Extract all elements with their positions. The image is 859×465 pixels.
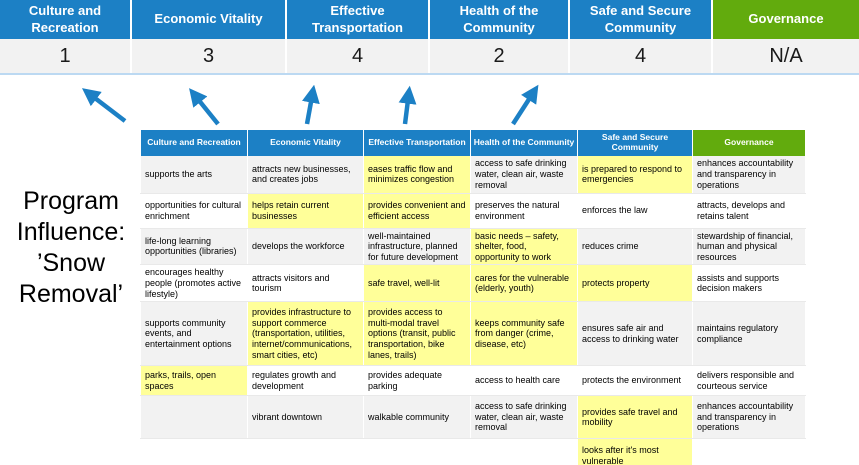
matrix-cell: enforces the law [578, 193, 693, 228]
score-row-underline [0, 73, 859, 75]
summary-column-safe-secure [570, 0, 711, 73]
matrix-header-health-community: Health of the Community [471, 130, 578, 156]
matrix-cell: protects property [578, 265, 693, 302]
arrows-overlay [60, 80, 720, 130]
summary-column-culture-recreation [0, 0, 130, 73]
matrix-header-economic-vitality: Economic Vitality [248, 130, 364, 156]
score-health-community: 2 [430, 39, 568, 73]
table-row [141, 302, 806, 366]
summary-column-effective-transportation [287, 0, 428, 73]
matrix-cell: provides safe travel and mobility [578, 396, 693, 439]
category-header-effective-transportation: Effective Transportation [287, 0, 428, 39]
table-row [141, 193, 806, 228]
matrix-cell: provides adequate parking [364, 366, 471, 396]
matrix-cell: maintains regulatory compliance [693, 302, 806, 366]
matrix-header-safe-secure: Safe and Secure Community [578, 130, 693, 156]
matrix-cell: access to safe drinking water, clean air, waste removal [471, 156, 578, 193]
table-row [141, 366, 806, 396]
summary-scoreboard [0, 0, 859, 73]
matrix-cell [471, 439, 578, 465]
matrix-cell: life-long learning opportunities (libraries) [141, 228, 248, 265]
score-economic-vitality: 3 [132, 39, 285, 73]
matrix-cell: vibrant downtown [248, 396, 364, 439]
category-header-health-community: Health of the Community [430, 0, 568, 39]
matrix-cell: walkable community [364, 396, 471, 439]
table-row [141, 228, 806, 265]
matrix-cell: attracts, develops and retains talent [693, 193, 806, 228]
matrix-cell: encourages healthy people (promotes active lifestyle) [141, 265, 248, 302]
matrix-header-row [141, 130, 806, 156]
score-culture-recreation: 1 [0, 39, 130, 73]
category-header-economic-vitality: Economic Vitality [132, 0, 285, 39]
program-label-line: Removal’ [18, 280, 124, 308]
matrix-cell: delivers responsible and courteous service [693, 366, 806, 396]
matrix-cell: attracts visitors and tourism [248, 265, 364, 302]
summary-column-governance [713, 0, 859, 73]
matrix-cell: supports community events, and entertainment options [141, 302, 248, 366]
matrix-cell: well-maintained infrastructure, planned for future development [364, 228, 471, 265]
program-label-line: Influence: [16, 218, 126, 246]
influence-matrix-table [140, 130, 806, 465]
program-label-line: ’Snow [36, 249, 106, 277]
matrix-cell: stewardship of financial, human and physical resources [693, 228, 806, 265]
up-arrow-icon [307, 91, 313, 124]
score-effective-transportation: 4 [287, 39, 428, 73]
table-row [141, 156, 806, 193]
matrix-cell: cares for the vulnerable (elderly, youth) [471, 265, 578, 302]
matrix-cell: looks after it's most vulnerable [578, 439, 693, 465]
matrix-cell: access to safe drinking water, clean air, waste removal [471, 396, 578, 439]
summary-column-health-community [430, 0, 568, 73]
table-row [141, 396, 806, 439]
matrix-cell: regulates growth and development [248, 366, 364, 396]
matrix-cell: preserves the natural environment [471, 193, 578, 228]
category-header-culture-recreation: Culture and Recreation [0, 0, 130, 39]
up-right-arrow-icon [513, 90, 535, 124]
matrix-cell: provides convenient and efficient access [364, 193, 471, 228]
matrix-header-culture-recreation: Culture and Recreation [141, 130, 248, 156]
matrix-cell [141, 439, 248, 465]
matrix-header-effective-transportation: Effective Transportation [364, 130, 471, 156]
category-header-governance: Governance [713, 0, 859, 39]
matrix-cell: eases traffic flow and minimizes congestion [364, 156, 471, 193]
matrix-cell [693, 439, 806, 465]
matrix-cell: enhances accountability and transparency in operations [693, 396, 806, 439]
matrix-cell: safe travel, well-lit [364, 265, 471, 302]
up-left-arrow-icon [87, 92, 125, 121]
program-influence-label [2, 186, 140, 310]
matrix-cell [141, 396, 248, 439]
matrix-cell [248, 439, 364, 465]
score-governance: N/A [713, 39, 859, 73]
matrix-cell: reduces crime [578, 228, 693, 265]
matrix-cell: attracts new businesses, and creates jobs [248, 156, 364, 193]
matrix-cell: protects the environment [578, 366, 693, 396]
matrix-cell: provides access to multi-modal travel options (transit, public transportation, bike lanes, trails) [364, 302, 471, 366]
matrix-cell: is prepared to respond to emergencies [578, 156, 693, 193]
matrix-cell: basic needs – safety, shelter, food, opportunity to work [471, 228, 578, 265]
up-arrow-icon [405, 92, 409, 124]
matrix-cell: keeps community safe from danger (crime, disease, etc) [471, 302, 578, 366]
matrix-cell: assists and supports decision makers [693, 265, 806, 302]
matrix-cell: enhances accountability and transparency in operations [693, 156, 806, 193]
matrix-cell: opportunities for cultural enrichment [141, 193, 248, 228]
up-left-arrow-icon [193, 93, 218, 124]
matrix-cell: access to health care [471, 366, 578, 396]
matrix-cell: develops the workforce [248, 228, 364, 265]
matrix-cell: helps retain current businesses [248, 193, 364, 228]
table-row [141, 265, 806, 302]
score-safe-secure: 4 [570, 39, 711, 73]
matrix-header-governance: Governance [693, 130, 806, 156]
matrix-cell: parks, trails, open spaces [141, 366, 248, 396]
matrix-cell: ensures safe air and access to drinking water [578, 302, 693, 366]
summary-column-economic-vitality [132, 0, 285, 73]
program-label-line: Program [23, 187, 119, 215]
table-row [141, 439, 806, 465]
category-header-safe-secure: Safe and Secure Community [570, 0, 711, 39]
matrix-cell [364, 439, 471, 465]
matrix-cell: provides infrastructure to support commerce (transportation, utilities, internet/communications, smart cities, etc) [248, 302, 364, 366]
matrix-cell: supports the arts [141, 156, 248, 193]
